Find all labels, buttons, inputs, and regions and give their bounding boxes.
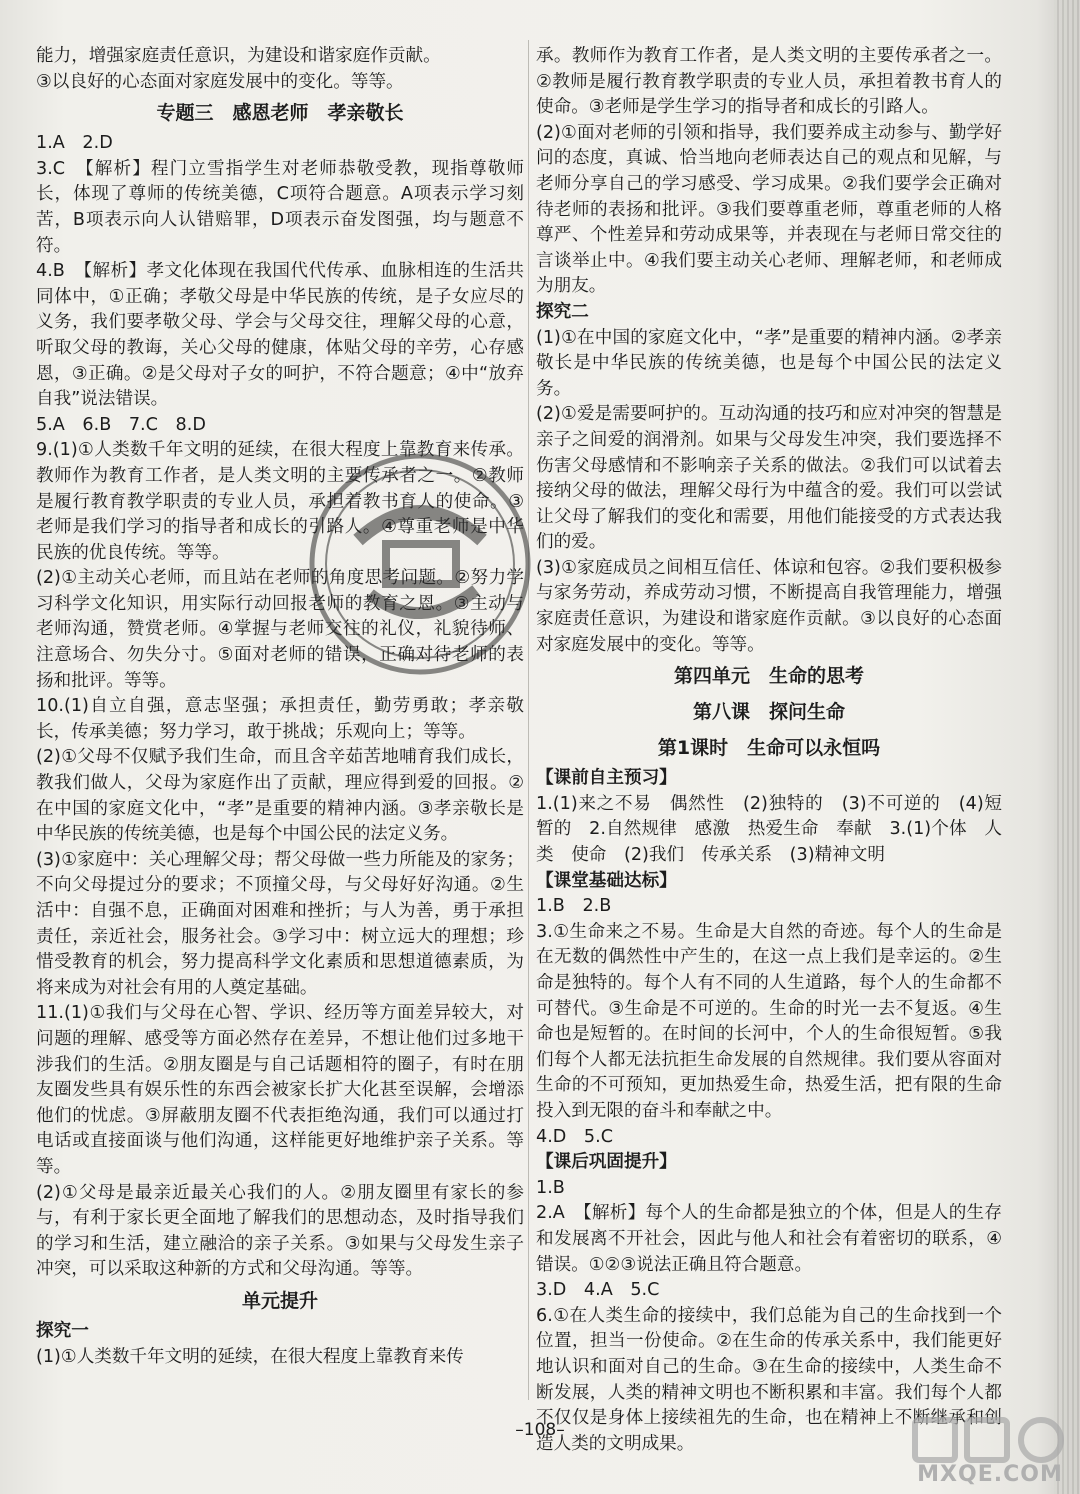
stamp-icon — [300, 444, 540, 684]
answer-paragraph: 1.B — [536, 1177, 565, 1198]
answer-paragraph: (2)①主动关心老师，而且站在老师的角度思考问题。②努力学习科学文化知识，用实际行动回报老师的教育之恩。③主动与老师沟通，赞赏老师。④掌握与老师交往的礼仪，礼貌待师、注意场合、勿失分寸。⑤面对老师的错误，正确对待老师的表扬和批评。等等。 — [36, 568, 524, 691]
answer-paragraph: 能力，增强家庭责任意识，为建设和谐家庭作贡献。 — [36, 46, 441, 66]
answer-paragraph: 3.C 【解析】程门立雪指学生对老师恭敬受教，现指尊敬师长，体现了尊师的传统美德，C项符合题意。A项表示学习刻苦，B项表示向人认错赔罪，D项表示奋发图强，均与题意不符。 — [36, 158, 524, 256]
bracket-heading: 【课堂基础达标】 — [536, 870, 677, 891]
watermark-text: MXQE.COM — [917, 1462, 1063, 1487]
answer-paragraph: 3.①生命来之不易。生命是大自然的奇迹。每个人的生命是在无数的偶然性中产生的，在这一点上我们是幸运的。②生命是独特的。每个人有不同的人生道路，每个人的生命都不可替代。③生命是不可逆的。生命的时光一去不复返。④生命也是短暂的。在时间的长河中，个人的生命很短暂。⑤我们每个人都无法抗拒生命发展的自然规律。我们要从容面对生命的不可预知，更加热爱生命，热爱生活，把有限的生命投入到无限的奋斗和奉献之中。 — [536, 921, 1002, 1121]
answer-paragraph: ③以良好的心态面对家庭发展中的变化。等等。 — [36, 71, 404, 92]
answer-paragraph: (3)①家庭中：关心理解父母；帮父母做一些力所能及的家务；不向父母提过分的要求；不顶撞父母，与父母好好沟通。②生活中：自强不息，正确面对困难和挫折；与人为善，勇于承担责任，亲近社会，服务社会。③学习中：树立远大的理想；珍惜受教育的机会，努力提高科学文化素质和思想道德素质，为将来成为对社会有用的人奠定基础。 — [36, 849, 524, 998]
answer-paragraph: (3)①家庭成员之间相互信任、体谅和包容。②我们要积极参与家务劳动，养成劳动习惯，不断提高自我管理能力，增强家庭责任意识，为建设和谐家庭作贡献。③以良好的心态面对家庭发展中的变化。等等。 — [536, 557, 1002, 655]
answer-paragraph: 9.(1)①人类数千年文明的延续，在很大程度上靠教育来传承。教师作为教育工作者，是人类文明的主要传承者之一。②教师是履行教育教学职责的专业人员，承担着教书育人的使命。③老师是我们学习的指导者和成长的引路人。④尊重老师是中华民族的优良传统。等等。 — [36, 440, 524, 563]
answer-paragraph: (1)①在中国的家庭文化中，“孝”是重要的精神内涵。②孝亲敬长是中华民族的传统美德，也是每个中国公民的法定义务。 — [536, 327, 1002, 399]
page-edge — [1054, 0, 1080, 1494]
page-number: –108– — [515, 1420, 565, 1440]
answer-paragraph: 11.(1)①我们与父母在心智、学识、经历等方面差异较大，对问题的理解、感受等方面必然存在差异，不想让他们过多地干涉我们的生活。②朋友圈是与自己话题相符的圈子，有时在朋友圈发些具有娱乐性的东西会被家长扩大化甚至误解，会增添他们的忧虑。③屏蔽朋友圈不代表拒绝沟通，我们可以通过打电话或直接面谈与他们沟通，这样能更好地维护亲子关系。等等。 — [36, 1003, 524, 1177]
section-heading: 专题三 感恩老师 孝亲敬长 — [156, 102, 404, 125]
answer-paragraph: 10.(1)自立自强，意志坚强；承担责任，勤劳勇敢；孝亲敬长，传承美德；努力学习，敢于挑战；乐观向上；等等。 — [36, 696, 524, 742]
section-heading: 第四单元 生命的思考 — [673, 665, 864, 688]
answer-paragraph: 5.A 6.B 7.C 8.D — [36, 414, 206, 435]
section-heading: 第八课 探问生命 — [692, 701, 845, 724]
answer-paragraph: (1)①人类数千年文明的延续，在很大程度上靠教育来传 — [36, 1346, 464, 1367]
answer-paragraph: 1.A 2.D — [36, 133, 113, 154]
answer-paragraph: 4.B 【解析】孝文化体现在我国代代传承、血脉相连的生活共同体中，①正确；孝敬父母是中华民族的传统，是子女应尽的义务，我们要孝敬父母、学会与父母交往，理解父母的心意，听取父母的教诲，关心父母的健康，体贴父母的辛劳，心存感恩，③正确。②是父母对子女的呵护，不符合题意；④中“放弃自我”说法错误。 — [36, 261, 524, 410]
answer-paragraph: 1.B 2.B — [536, 896, 612, 917]
answer-paragraph: 3.D 4.A 5.C — [536, 1280, 660, 1301]
subsection-label: 探究一 — [36, 1320, 89, 1341]
answer-paragraph: 1.(1)来之不易 偶然性 (2)独特的 (3)不可逆的 (4)短暂的 2.自然规律 感激 热爱生命 奉献 3.(1)个体 人类 使命 (2)我们 传承关系 (3)精神文明 — [536, 793, 1002, 866]
column-divider — [528, 40, 529, 1400]
subsection-label: 探究二 — [536, 301, 589, 322]
answer-paragraph: (2)①爱是需要呵护的。互动沟通的技巧和应对冲突的智慧是亲子之间爱的润滑剂。如果与父母发生冲突，我们要选择不伤害父母感情和不影响亲子关系的做法。②我们可以试着去接纳父母的做法，理解父母行为中蕴含的爱。我们可以尝试让父母了解我们的变化和需要，用他们能接受的方式表达我们的爱。 — [536, 404, 1002, 553]
answer-paragraph: (2)①父母是最亲近最关心我们的人。②朋友圈里有家长的参与，有利于家长更全面地了解我们的思想动态，及时指导我们的学习和生活，建立融洽的亲子关系。③如果与父母发生亲子冲突，可以采取这种新的方式和父母沟通。等等。 — [36, 1182, 524, 1280]
section-heading: 第1课时 生命可以永恒吗 — [657, 737, 881, 760]
bracket-heading: 【课后巩固提升】 — [536, 1152, 677, 1173]
answer-paragraph: 承。教师作为教育工作者，是人类文明的主要传承者之一。②教师是履行教育教学职责的专业人员，承担着教书育人的使命。③老师是学生学习的指导者和成长的引路人。 — [536, 46, 1002, 118]
answer-paragraph: (2)①父母不仅赋予我们生命，而且含辛茹苦地哺育我们成长，教我们做人，父母为家庭作出了贡献，理应得到爱的回报。②在中国的家庭文化中，“孝”是重要的精神内涵。③孝亲敬长是中华民族的传统美德，也是每个中国公民的法定义务。 — [36, 747, 524, 845]
answer-paragraph: (2)①面对老师的引领和指导，我们要养成主动参与、勤学好问的态度，真诚、恰当地向老师表达自己的观点和见解，与老师分享自己的学习感受、学习成果。②我们要学会正确对待老师的表扬和批评。③我们要尊重老师，尊重老师的人格尊严、个性差异和劳动成果等，并表现在与老师日常交往的言谈举止中。④我们要主动关心老师、理解老师，和老师成为朋友。 — [536, 122, 1002, 297]
bracket-heading: 【课前自主预习】 — [536, 768, 677, 789]
answer-paragraph: 4.D 5.C — [536, 1126, 613, 1147]
section-heading: 单元提升 — [241, 1289, 318, 1312]
answer-paragraph: 2.A 【解析】每个人的生命都是独立的个体，但是人的生存和发展离不开社会，因此与他人和社会有着密切的联系，④错误。①②③说法正确且符合题意。 — [536, 1203, 1002, 1275]
left-column — [36, 44, 524, 1370]
answer-paragraph: 6.①在人类生命的接续中，我们总能为自己的生命找到一个位置，担当一份使命。②在生命的传承关系中，我们能更好地认识和面对自己的生命。③在生命的接续中，人类生命不断发展，人类的精神文明也不断积累和丰富。我们每个人都不仅仅是身体上接续祖先的生命，也在精神上不断继承和创造人类的文明成果。 — [536, 1305, 1002, 1454]
right-column — [536, 44, 1002, 1457]
